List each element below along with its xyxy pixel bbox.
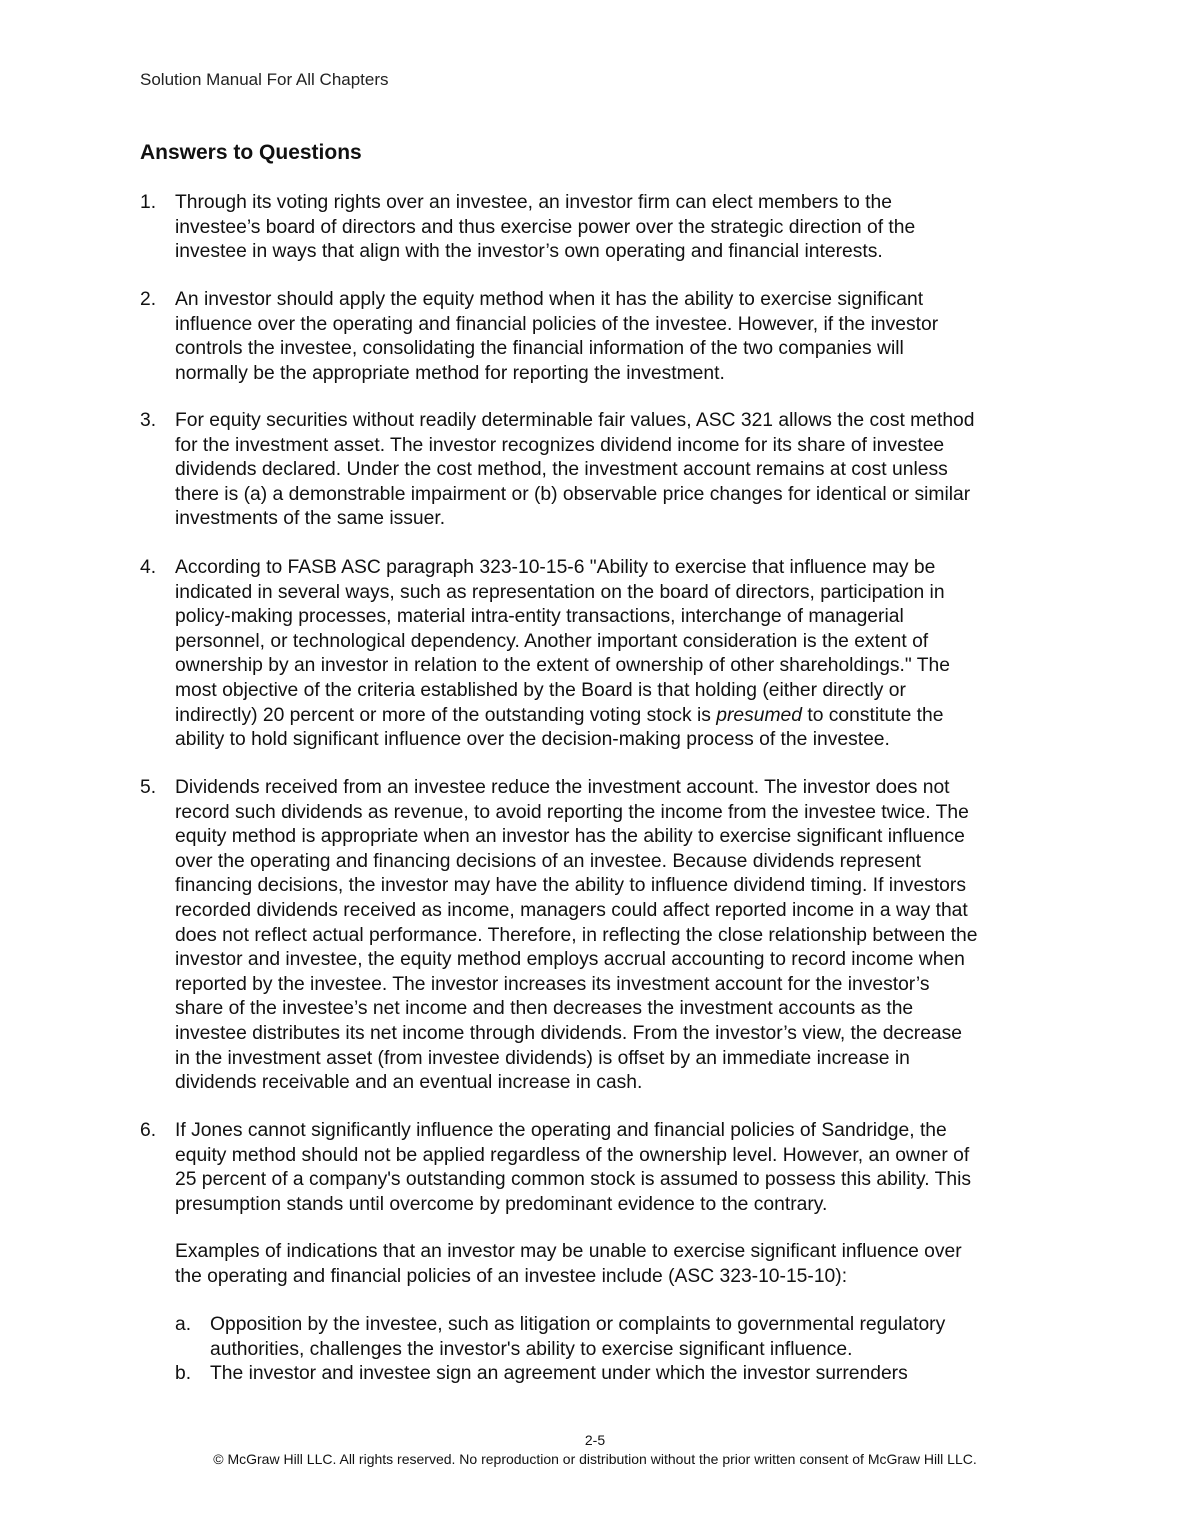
- text-run: indirectly) 20 percent or more of the outstanding voting stock is: [175, 704, 717, 726]
- answer-line: in the investment asset (from investee dividends) is offset by an immediate increase in: [175, 1047, 910, 1069]
- subitem-a: [140, 1313, 1100, 1362]
- subitem-letter: a.: [175, 1314, 192, 1335]
- answer-line: recorded dividends received as income, managers could affect reported income in a way that: [175, 899, 968, 921]
- answer-line: indicated in several ways, such as representation on the board of directors, participation in: [175, 581, 945, 603]
- answer-line: An investor should apply the equity method when it has the ability to exercise significant: [175, 289, 924, 310]
- answer-number: 6.: [140, 1120, 157, 1141]
- answer-line: 25 percent of a company's outstanding common stock is assumed to possess this ability. This: [175, 1169, 972, 1191]
- answer-line: dividends receivable and an eventual increase in cash.: [175, 1072, 643, 1094]
- subitem-line: Opposition by the investee, such as litigation or complaints to governmental regulatory: [210, 1314, 946, 1335]
- answer-line: ownership by an investor in relation to the extent of ownership of other shareholdings." The: [175, 655, 950, 677]
- answer-line: there is (a) a demonstrable impairment or (b) observable price changes for identical or similar: [175, 483, 971, 505]
- answer-line: presumption stands until overcome by predominant evidence to the contrary.: [175, 1193, 828, 1215]
- answer-3: [140, 409, 1100, 532]
- answer-line: For equity securities without readily determinable fair values, ASC 321 allows the cost method: [175, 410, 975, 431]
- answer-line: controls the investee, consolidating the financial information of the two companies will: [175, 338, 904, 360]
- answer-line: investor and investee, the equity method employs accrual accounting to record income when: [175, 949, 965, 971]
- answer-line: equity method should not be applied regardless of the ownership level. However, an owner of: [175, 1144, 970, 1166]
- answer-line: Dividends received from an investee reduce the investment account. The investor does not: [175, 777, 950, 798]
- answer-line: policy-making processes, material intra-entity transactions, interchange of managerial: [175, 606, 904, 628]
- answer-line: If Jones cannot significantly influence the operating and financial policies of Sandridge, the: [175, 1120, 947, 1141]
- answer-line: record such dividends as revenue, to avoid reporting the income from the investee twice. The: [175, 801, 969, 823]
- answer-number: 2.: [140, 289, 157, 310]
- answer-line: dividends declared. Under the cost method, the investment account remains at cost unless: [175, 459, 948, 481]
- emphasis-presumed: presumed: [716, 704, 802, 726]
- subitem-line: authorities, challenges the investor's ability to exercise significant influence.: [210, 1338, 853, 1360]
- answer-line: over the operating and financing decisions of an investee. Because dividends represent: [175, 850, 922, 872]
- paragraph-line: the operating and financial policies of an investee include (ASC 323-10-15-10):: [175, 1265, 848, 1287]
- subitem-line: The investor and investee sign an agreement under which the investor surrenders: [210, 1363, 908, 1385]
- answer-number: 1.: [140, 192, 157, 213]
- answer-number: 4.: [140, 557, 157, 578]
- running-header: Solution Manual For All Chapters: [140, 70, 389, 89]
- answer-line: ability to hold significant influence over the decision-making process of the investee.: [175, 729, 890, 751]
- answer-6-subitems: [140, 1313, 1100, 1387]
- answer-line: [175, 704, 1100, 729]
- answer-2: [140, 288, 1100, 386]
- answer-number: 3.: [140, 410, 157, 431]
- answer-number: 5.: [140, 777, 157, 798]
- answer-line: most objective of the criteria established by the Board is that holding (either directly or: [175, 679, 906, 701]
- answer-6: [140, 1119, 1100, 1217]
- answer-4: [140, 556, 1100, 753]
- answer-line: financing decisions, the investor may have the ability to influence dividend timing. If investors: [175, 875, 966, 897]
- answer-line: reported by the investee. The investor increases its investment account for the investor’s: [175, 973, 930, 995]
- answer-line: investee distributes its net income through dividends. From the investor’s view, the decrease: [175, 1022, 963, 1044]
- subitem-letter: b.: [175, 1363, 192, 1385]
- answer-line: investments of the same issuer.: [175, 508, 446, 530]
- page-number: 2-5: [584, 1432, 606, 1448]
- copyright-notice: © McGraw Hill LLC. All rights reserved. No reproduction or distribution without the prior written consent of McGraw Hill LLC.: [213, 1451, 977, 1467]
- answer-line: investee in ways that align with the investor’s own operating and financial interests.: [175, 241, 883, 263]
- answer-line: for the investment asset. The investor recognizes dividend income for its share of investee: [175, 434, 945, 456]
- answer-6-examples-paragraph: [140, 1240, 1100, 1289]
- section-title: Answers to Questions: [140, 141, 362, 164]
- answer-line: equity method is appropriate when an investor has the ability to exercise significant influence: [175, 826, 965, 848]
- subitem-b: [140, 1362, 1100, 1387]
- answer-line: does not reflect actual performance. Therefore, in reflecting the close relationship between the: [175, 924, 978, 946]
- answer-line: share of the investee’s net income and then decreases the investment accounts as the: [175, 998, 914, 1020]
- answer-line: investee’s board of directors and thus exercise power over the strategic direction of the: [175, 216, 916, 238]
- answer-line: influence over the operating and financial policies of the investee. However, if the investor: [175, 313, 939, 335]
- answer-line: According to FASB ASC paragraph 323-10-15-6 "Ability to exercise that influence may be: [175, 557, 936, 578]
- answer-line: Through its voting rights over an investee, an investor firm can elect members to the: [175, 192, 892, 213]
- paragraph-line: Examples of indications that an investor may be unable to exercise significant influence over: [175, 1241, 962, 1262]
- answer-1: [140, 191, 1100, 265]
- answer-line: personnel, or technological dependency. Another important consideration is the extent of: [175, 630, 929, 652]
- answer-5: [140, 776, 1100, 1096]
- text-run: to constitute the: [801, 704, 944, 726]
- answer-line: normally be the appropriate method for reporting the investment.: [175, 362, 725, 384]
